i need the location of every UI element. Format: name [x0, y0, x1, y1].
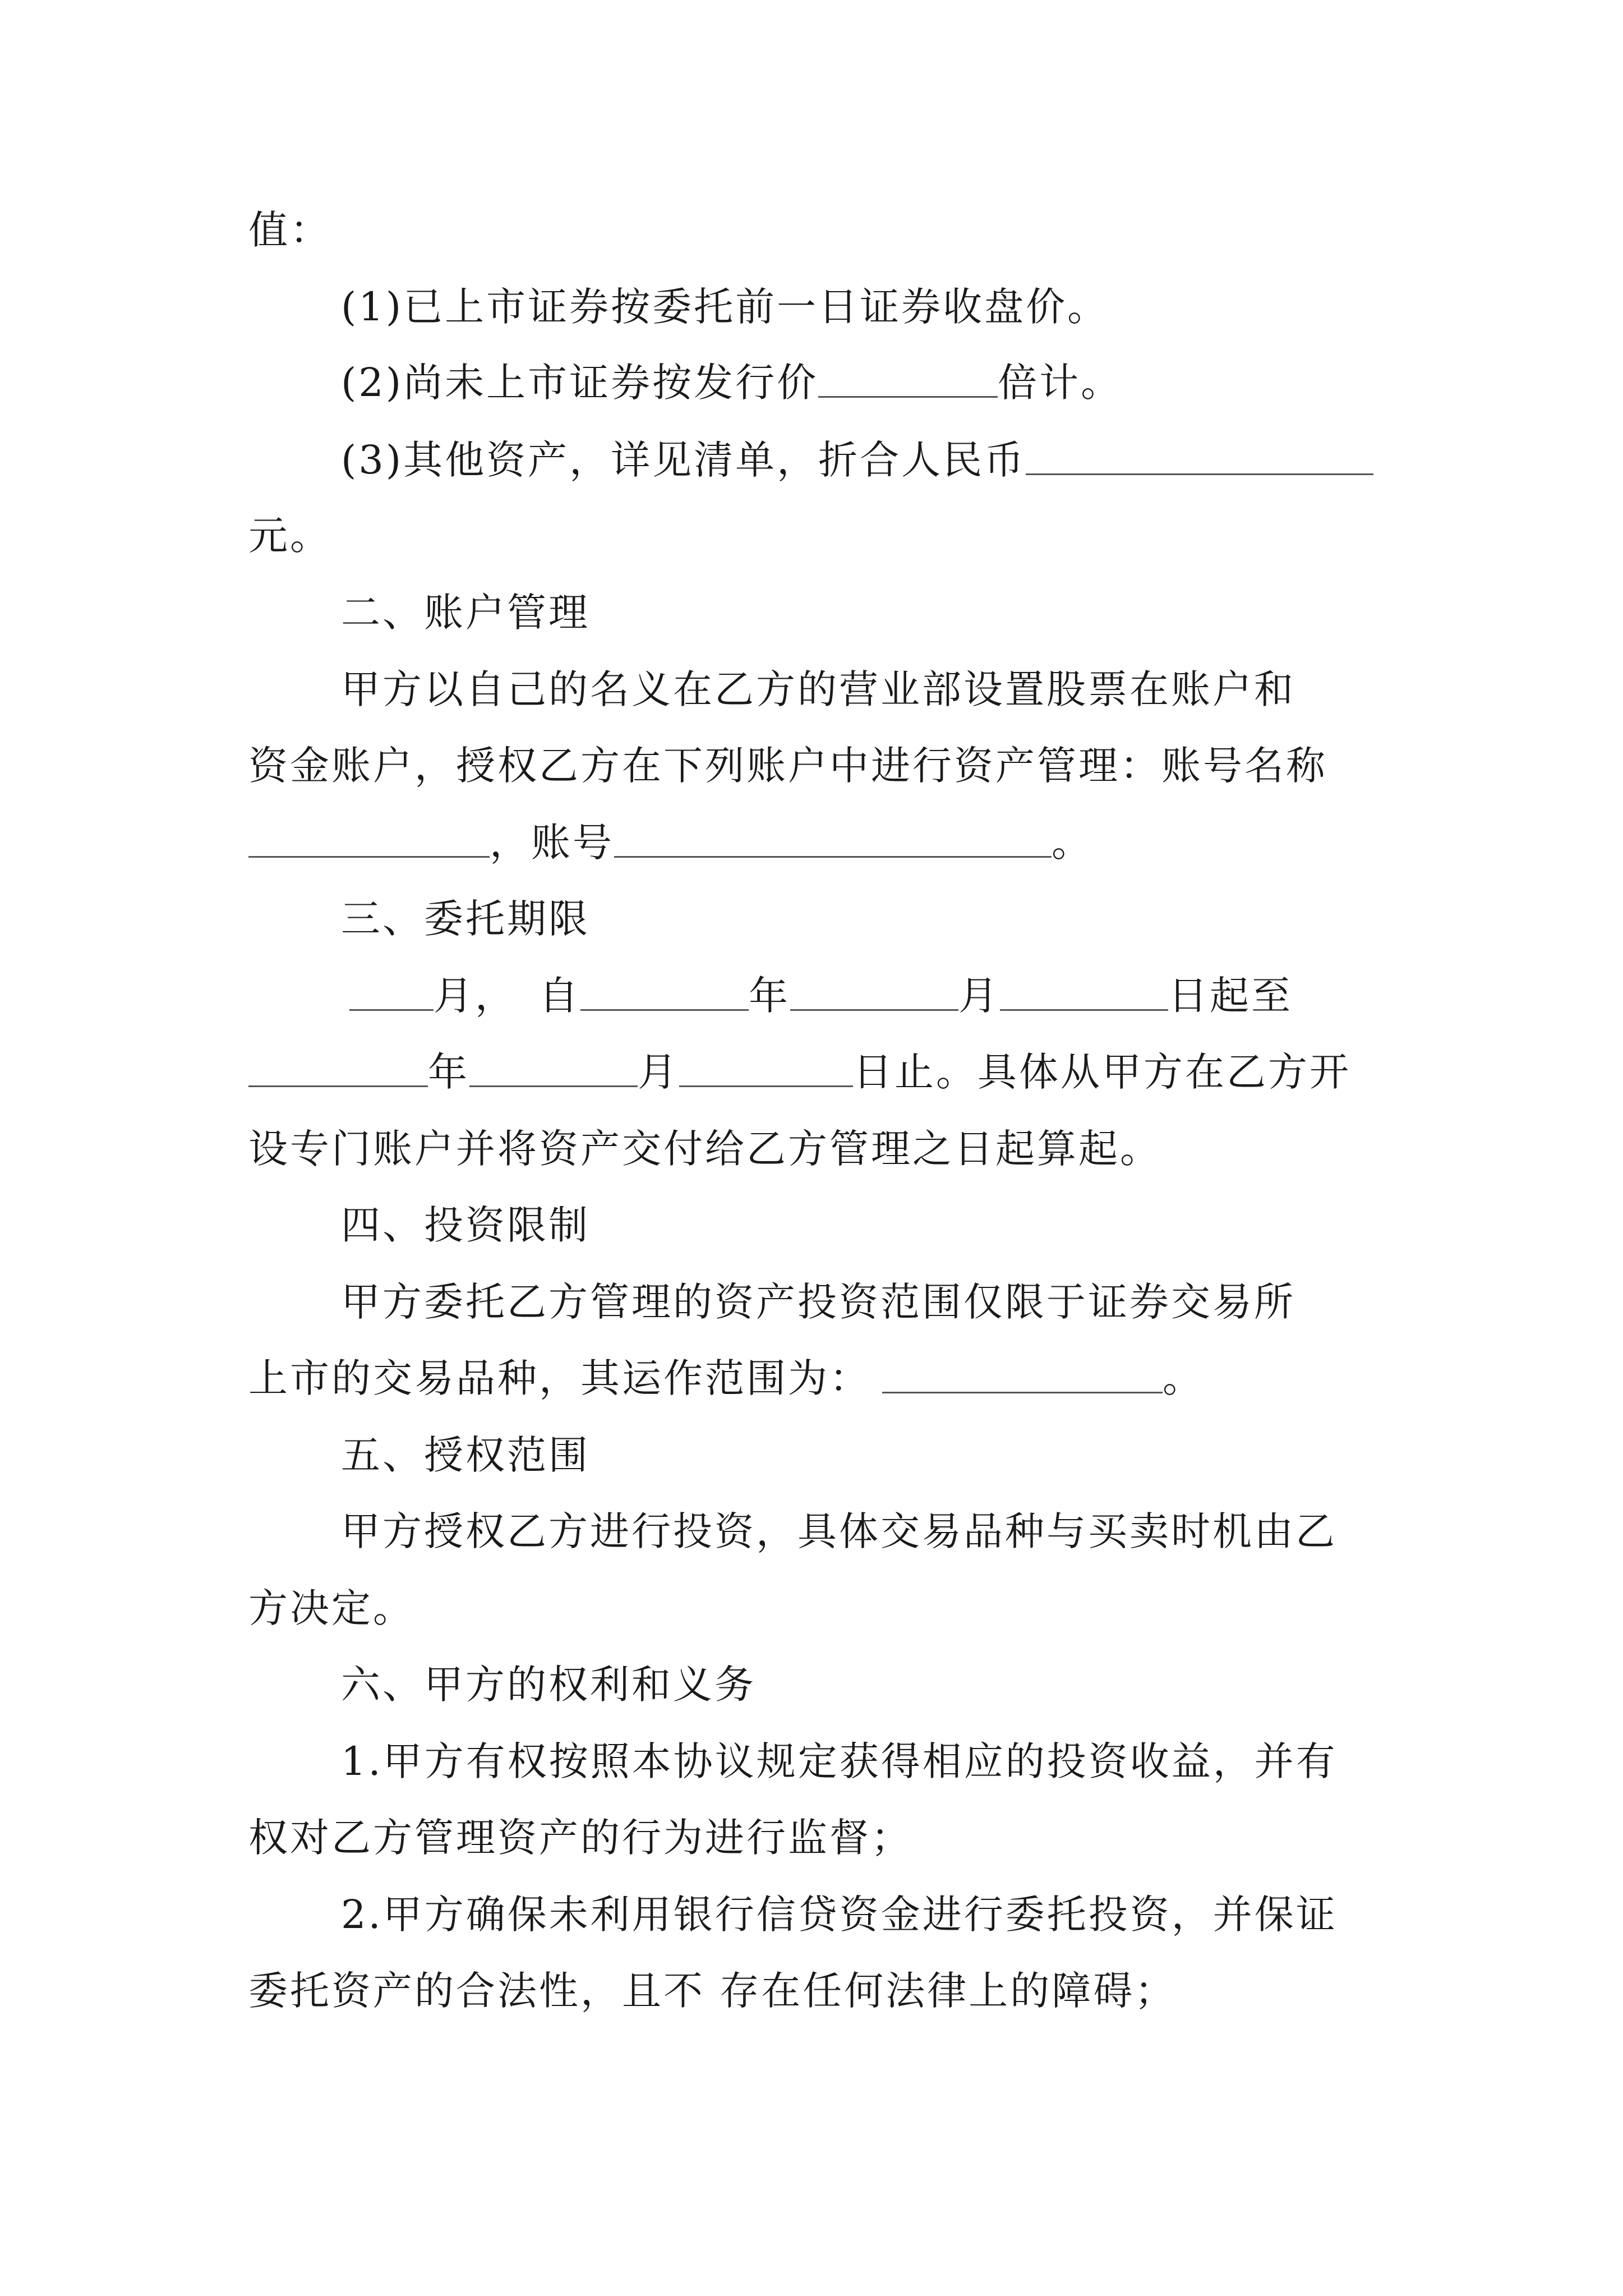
justified-text [341, 661, 1393, 717]
text: 甲方授权乙方进行投资，具体交易品种与买卖时机由乙 [341, 1508, 1337, 1554]
paragraph-line [341, 432, 1373, 488]
text: (1)已上市证券按委托前一日证券收盘价。 [341, 284, 1109, 330]
section-heading [341, 1657, 756, 1713]
text: 甲方以自己的名义在乙方的营业部设置股票在账户和 [341, 666, 1295, 712]
paragraph-line [248, 508, 331, 564]
paragraph-line [341, 1887, 1338, 1943]
text: 。 [1052, 820, 1093, 866]
text: 日起至 [1168, 973, 1293, 1019]
heading-text: 五、授权范围 [341, 1432, 590, 1478]
text: 元。 [248, 513, 331, 559]
paragraph-line [248, 815, 1093, 871]
text: 年 [428, 1049, 469, 1095]
text: (3)其他资产，详见清单，折合人民币 [341, 437, 1026, 483]
text: 上市的交易品种，其运作范围为： [248, 1355, 871, 1401]
section-heading [341, 1197, 590, 1253]
blank-underline [248, 815, 490, 858]
section-heading [341, 891, 590, 947]
paragraph-line [248, 1963, 1176, 2019]
blank-underline [349, 968, 434, 1011]
text: 月 [958, 973, 1000, 1019]
blank-underline [882, 1350, 1163, 1393]
blank-underline [614, 815, 1052, 858]
paragraph-line [248, 1121, 1161, 1177]
text: 甲方委托乙方管理的资产投资范围仅限于证券交易所 [341, 1279, 1295, 1325]
blank-underline [1000, 968, 1168, 1011]
text: 值： [248, 207, 331, 253]
text: 委托资产的合法性，且不 存在任何法律上的障碍； [248, 1968, 1177, 2014]
text: 自 [539, 973, 580, 1019]
heading-text: 六、甲方的权利和义务 [341, 1662, 756, 1708]
section-heading [341, 1427, 590, 1483]
text: 权对乙方管理资产的行为进行监督； [248, 1815, 912, 1861]
paragraph-line [341, 1503, 1337, 1559]
text: (2)尚未上市证券按发行价 [341, 360, 819, 406]
blank-underline [679, 1044, 853, 1087]
heading-text: 四、投资限制 [341, 1202, 590, 1248]
text: 年 [749, 973, 790, 1019]
paragraph-line [349, 968, 1293, 1024]
text: 月， [434, 973, 517, 1019]
text: 月 [638, 1049, 679, 1095]
paragraph-line [341, 279, 1109, 335]
text: 方决定。 [248, 1585, 414, 1631]
paragraph-line [248, 1810, 912, 1866]
blank-underline [248, 1044, 428, 1087]
blank-underline [818, 355, 998, 398]
paragraph-line [341, 661, 1393, 717]
text: ，账号 [490, 820, 614, 866]
blank-underline [1026, 432, 1373, 475]
section-heading [341, 585, 590, 641]
text: 资金账户，授权乙方在下列账户中进行资产管理：账号名称 [248, 743, 1327, 789]
text: 日止。具体从甲方在乙方开 [853, 1049, 1351, 1095]
heading-text: 三、委托期限 [341, 896, 590, 942]
text: 1.甲方有权按照本协议规定获得相应的投资收益，并有 [341, 1738, 1338, 1784]
text: 设专门账户并将资产交付给乙方管理之日起算起。 [248, 1126, 1161, 1172]
blank-underline [580, 968, 749, 1011]
paragraph-line [341, 355, 1122, 411]
text: 2.甲方确保未利用银行信贷资金进行委托投资，并保证 [341, 1892, 1338, 1938]
paragraph-line [248, 1580, 414, 1636]
text: 。 [1163, 1355, 1204, 1401]
paragraph-line [248, 202, 331, 258]
blank-underline [469, 1044, 638, 1087]
blank-underline [790, 968, 958, 1011]
paragraph-line [341, 1274, 1295, 1330]
paragraph-line [248, 1044, 1351, 1100]
paragraph-line [248, 1350, 1204, 1406]
heading-text: 二、账户管理 [341, 590, 590, 636]
text: 倍计。 [998, 360, 1123, 406]
paragraph-line [341, 1733, 1338, 1789]
paragraph-line [248, 738, 1327, 794]
